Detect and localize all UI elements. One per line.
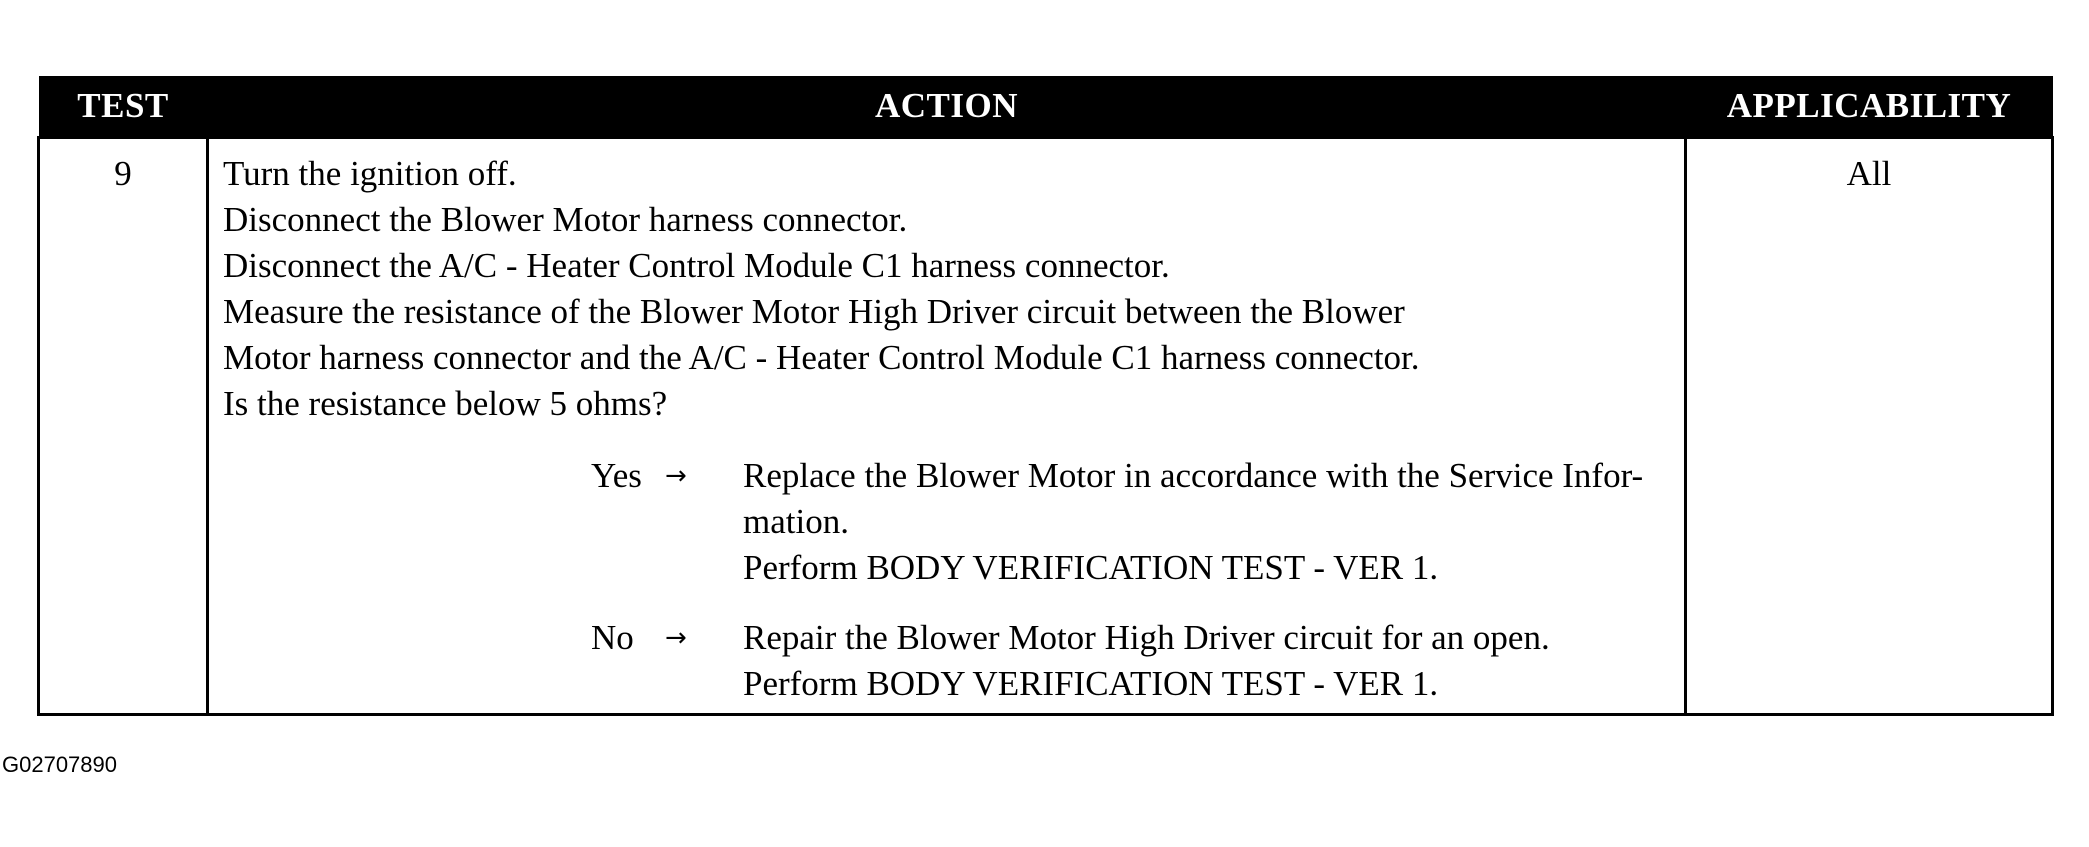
step-line: Measure the resistance of the Blower Motor High Driver circuit between the Blower (223, 292, 1405, 331)
outcome-line: Repair the Blower Motor High Driver circuit for an open. (743, 618, 1550, 657)
step-line: Is the resistance below 5 ohms? (223, 384, 668, 423)
action-cell (208, 138, 1686, 715)
arrow-right-icon: → (665, 623, 687, 653)
outcome-line: Perform BODY VERIFICATION TEST - VER 1. (743, 548, 1439, 587)
outcome-label: Yes (591, 456, 642, 495)
figure-id: G02707890 (2, 752, 117, 777)
test-number-cell: 9 (39, 138, 208, 715)
arrow-right-icon: → (665, 461, 687, 491)
table-header-row (39, 76, 2053, 138)
outcome-yes (591, 453, 1674, 591)
step-line: Motor harness connector and the A/C - Heater Control Module C1 harness connector. (223, 338, 1420, 377)
outcome-label: No (591, 618, 634, 657)
outcome-no (591, 615, 1674, 707)
outcome-text (743, 453, 1674, 591)
outcome-line: Replace the Blower Motor in accordance with the Service Infor- (743, 456, 1644, 495)
header-action: ACTION (208, 76, 1686, 138)
header-applicability: APPLICABILITY (1686, 76, 2053, 138)
outcome-line: mation. (743, 502, 849, 541)
step-line: Disconnect the A/C - Heater Control Module C1 harness connector. (223, 246, 1170, 285)
outcome-line: Perform BODY VERIFICATION TEST - VER 1. (743, 664, 1439, 703)
step-line: Turn the ignition off. (223, 154, 517, 193)
step-list (223, 151, 1674, 427)
diagnostic-test-table (37, 76, 2054, 716)
table-row (39, 138, 2053, 715)
applicability-cell: All (1686, 138, 2053, 715)
header-test: TEST (39, 76, 208, 138)
step-line: Disconnect the Blower Motor harness connector. (223, 200, 908, 239)
outcome-text (743, 615, 1674, 707)
